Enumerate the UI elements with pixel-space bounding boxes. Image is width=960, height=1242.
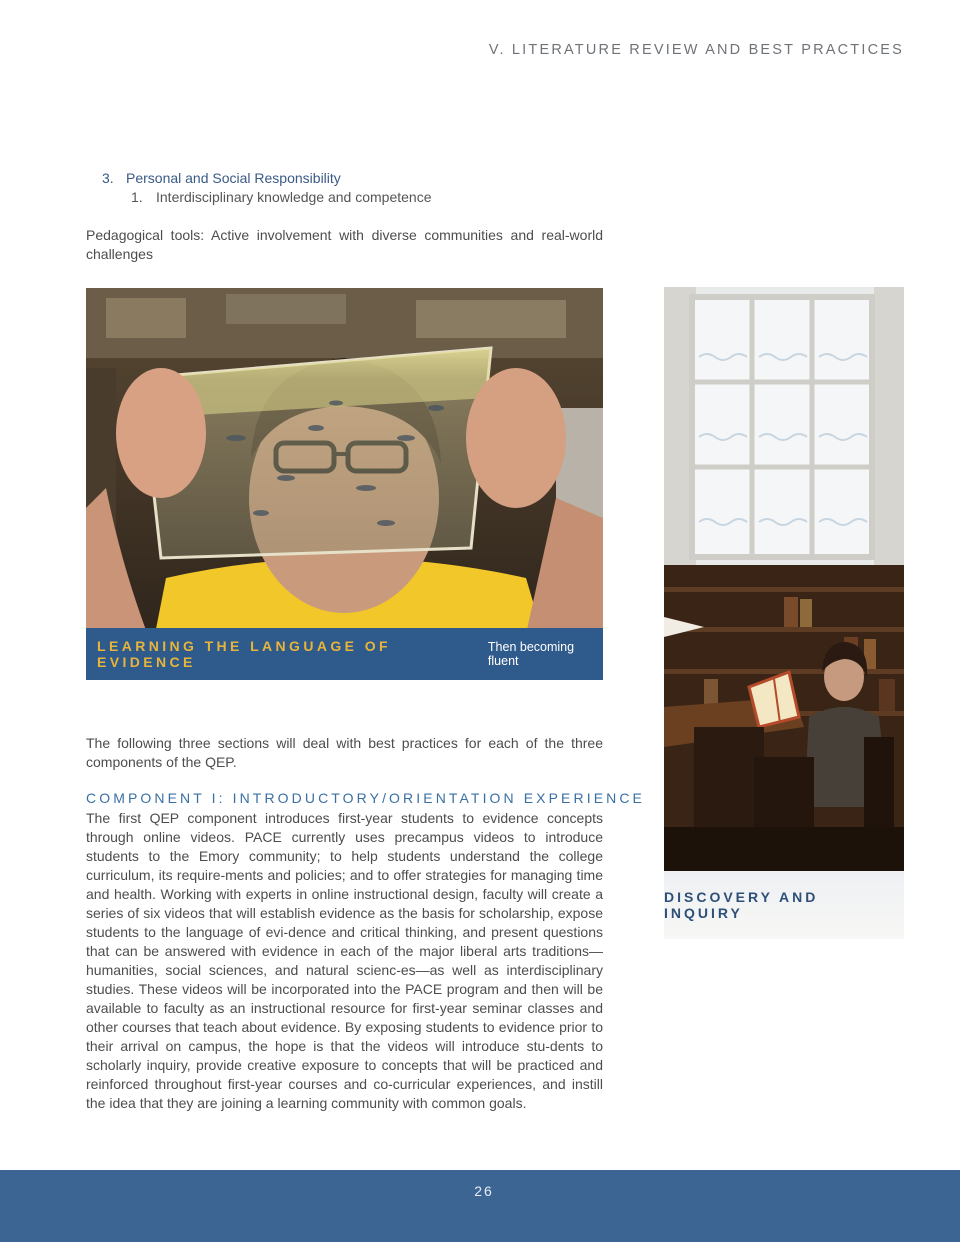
page-number: 26 (474, 1183, 494, 1199)
outline-item-label: Personal and Social Responsibility (126, 170, 341, 186)
outline-item-number: 3. (102, 170, 114, 186)
side-photo-caption (664, 871, 904, 939)
library-reading-photo (664, 287, 904, 871)
main-photo-caption-subtitle: Then becoming fluent (487, 640, 575, 668)
fish-tank-illustration (86, 288, 603, 680)
main-photo-caption (86, 628, 603, 680)
main-photo-caption-title: LEARNING THE LANGUAGE OF EVIDENCE (97, 638, 391, 670)
outline-subitem-interdisciplinary (131, 189, 432, 205)
outline-subitem-label: Interdisciplinary knowledge and competence (156, 189, 432, 205)
side-photo-caption-text: DISCOVERY AND INQUIRY (664, 889, 819, 921)
student-fish-tank-photo (86, 288, 603, 680)
component-body-text: The first QEP component introduces first-year students to evidence concepts through online videos. PACE currently uses precampus videos to introduce students to the Emory community; to help students understand the college curriculum, its require-ments and policies; and to offer strategies for managing time and health. Working with experts in online instructional design, faculty will create a series of six videos that will establish evidence as the basis for scholarship, expose students to the language of evi-dence and critical thinking, and present questions that can be answered with evidence in each of the major liberal arts traditions—humanities, social sciences, and natural scienc-es—as well as interdisciplinary studies. These videos will be incorporated into the PACE program and then will be available to faculty as an instructional resource for first-year seminar classes and other courses that teach about evidence. By exposing students to evidence prior to their arrival on campus, the hope is that the videos will introduce stu-dents to scholarly inquiry, provide creative exposure to concepts that will be practiced and reinforced throughout first-year courses and co-curricular experiences, and instill the idea that they are joining a learning community with common goals. (86, 810, 603, 1111)
library-illustration (664, 287, 904, 871)
component-heading: COMPONENT I: INTRODUCTORY/ORIENTATION EXPERIENCE (86, 790, 645, 806)
outline-item-personal-social-responsibility (102, 170, 341, 186)
running-header: V. LITERATURE REVIEW AND BEST PRACTICES (488, 42, 904, 58)
page-footer (0, 1170, 960, 1242)
pedagogical-tools-text: Pedagogical tools: Active involvement with diverse communities and real-world challenges (86, 227, 603, 262)
intro-paragraph: The following three sections will deal with best practices for each of the three components of the QEP. (86, 735, 603, 770)
outline-subitem-number: 1. (131, 189, 143, 205)
